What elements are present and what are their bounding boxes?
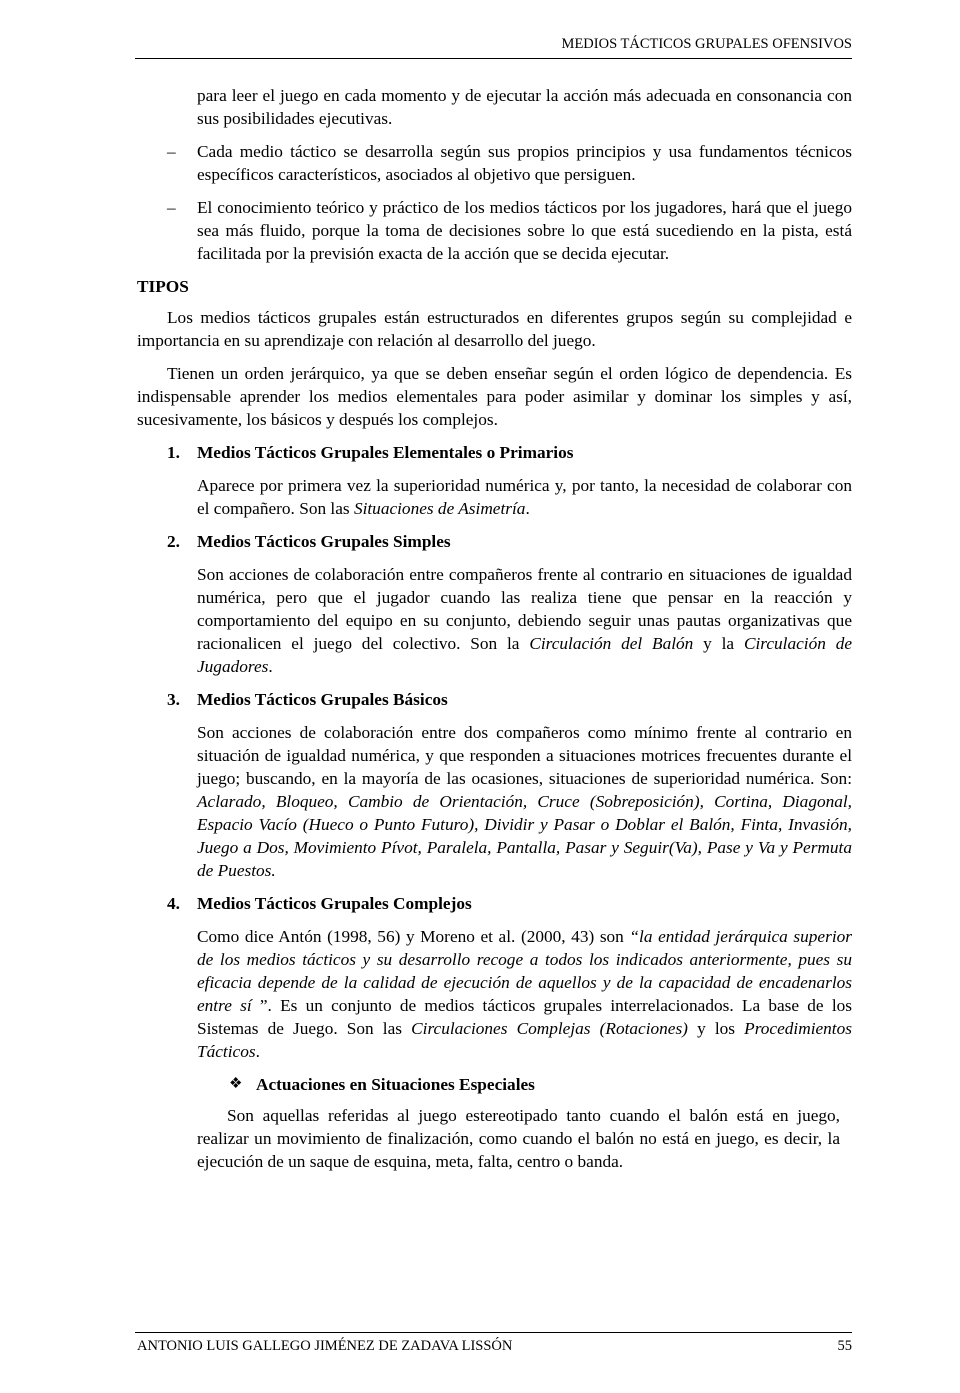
page-number: 55 [837,1338,852,1354]
text: Son acciones de colaboración entre compañeros frente al contrario en situaciones de igualdad numérica, pero que el jugador cuando las realiza tiene que pensar en la reacción y comportamiento del equipo en su conjunto, debiendo seguir unas pautas organizativas que racionalicen el juego del colectivo. Son la [197,565,852,653]
page-header [135,34,852,59]
text: y la [693,634,744,653]
text: . [525,499,530,518]
italic-term: Circulaciones Complejas (Rotaciones) [411,1019,688,1038]
text: Son acciones de colaboración entre dos compañeros como mínimo frente al contrario en situación de igualdad numérica, y que responden a situaciones motrices frecuentes durante el juego; buscando, en la mayoría de las ocasiones, situaciones de superioridad numérica. Son: [197,723,852,788]
heading-text: Medios Tácticos Grupales Simples [197,532,451,551]
section-paragraph [137,563,852,678]
text: Como dice Antón (1998, 56) y Moreno et al. (2000, 43) son [197,927,630,946]
dash-bullet-icon: – [167,142,176,161]
numbered-heading [137,441,852,464]
paragraph: Tienen un orden jerárquico, ya que se deben enseñar según el orden lógico de dependencia. Es indispensable aprender los medios elementales para poder asimilar y dominar los simples y así, sucesivamente, los básicos y después los complejos. [137,364,852,429]
heading-text: Medios Tácticos Grupales Elementales o Primarios [197,443,574,462]
text: . [268,657,273,676]
running-header-title: MEDIOS TÁCTICOS GRUPALES OFENSIVOS [561,36,852,52]
section-heading-tipos: TIPOS [137,277,189,296]
continuation-paragraph: para leer el juego en cada momento y de ejecutar la acción más adecuada en consonancia con sus posibilidades ejecutivas. [197,86,852,128]
paragraph: Los medios tácticos grupales están estructurados en diferentes grupos según su complejidad e importancia en su aprendizaje con relación al desarrollo del juego. [137,308,852,350]
text: Aparece por primera vez la superioridad numérica y, por tanto, la necesidad de colaborar con el compañero. Son las [197,476,852,518]
dash-bullet-icon: – [167,198,176,217]
bullet-text: Cada medio táctico se desarrolla según sus propios principios y usa fundamentos técnicos específicos característicos, asociados al objetivo que persiguen. [197,142,852,184]
numbered-heading [137,892,852,915]
heading-text: Medios Tácticos Grupales Básicos [197,690,448,709]
list-number: 4. [167,894,180,913]
italic-term: Circulación del Balón [529,634,694,653]
list-number: 3. [167,690,180,709]
italic-term: Circulación de Jugadores [197,634,853,676]
text: ”. Es un conjunto de medios tácticos grupales interrelacionados. La base de los Sistemas de Juego. Son las [197,996,852,1038]
bullet-item [137,140,852,186]
special-paragraph: Son aquellas referidas al juego estereotipado tanto cuando el balón está en juego, realizar un movimiento de finalización, como cuando el balón no está en juego, es decir, la ejecución de un saque de esquina, meta, falta, centro o banda. [197,1106,840,1171]
footer-author: ANTONIO LUIS GALLEGO JIMÉNEZ DE ZADAVA LISSÓN [137,1338,513,1354]
italic-term-list: Aclarado, Bloqueo, Cambio de Orientación, Cruce (Sobreposición), Cortina, Diagonal, Espacio Vacío (Hueco o Punto Futuro), Dividir y Pasar o Doblar el Balón, Finta, Invasión, Juego a Dos, Movimiento Pívot, Paralela, Pantalla, Pasar y Seguir(Va), Pase y Va y Permuta de Puestos. [197,792,852,880]
italic-term: Situaciones de Asimetría [353,499,526,518]
page-body [137,84,852,1173]
italic-term: Procedimientos Tácticos [197,1019,852,1061]
text: y los [687,1019,745,1038]
special-heading [137,1073,852,1096]
numbered-heading [137,530,852,553]
text: . [255,1042,260,1061]
page-footer [135,1332,852,1359]
heading-text: Medios Tácticos Grupales Complejos [197,894,472,913]
heading-text: Actuaciones en Situaciones Especiales [256,1075,535,1094]
list-number: 2. [167,532,180,551]
section-paragraph [137,925,852,1063]
section-paragraph [137,474,852,520]
italic-quote: “la entidad jerárquica superior de los medios tácticos y su desarrollo recoge a todos los indicados anteriormente, pues su eficacia depende de la calidad de ejecución de aquellos y de la capacidad de encadenarlos entre sí [197,927,852,1015]
bullet-text: El conocimiento teórico y práctico de los medios tácticos por los jugadores, hará que el juego sea más fluido, porque la toma de decisiones sobre lo que está sucediendo en la pista, está facilitada por la previsión exacta de la acción que se decida ejecutar. [197,198,852,263]
diamond-bullet-icon: ❖ [229,1076,243,1092]
list-number: 1. [167,443,180,462]
bullet-item [137,196,852,265]
numbered-heading [137,688,852,711]
section-paragraph [137,721,852,882]
